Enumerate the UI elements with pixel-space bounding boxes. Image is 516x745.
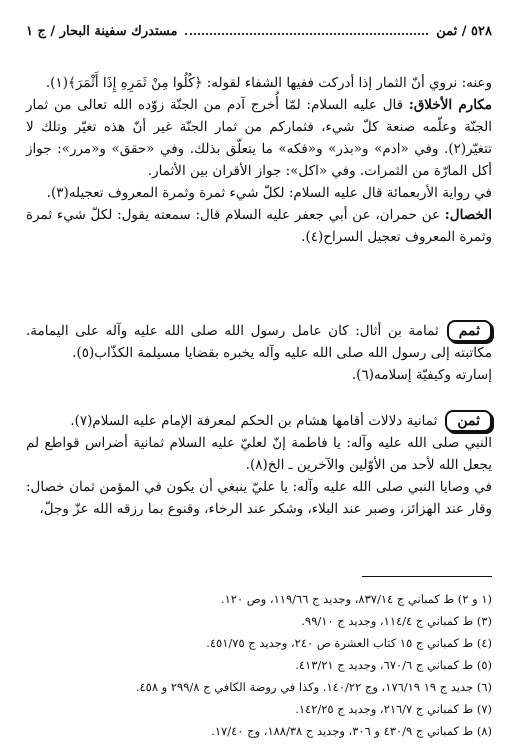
footnote-6: (٧) ط كمباني ج ٢١٦/٧، وجديد ج ١٤٢/٢٥. xyxy=(295,702,492,716)
section-thaman-line2: النبي صلى الله عليه وآله: يا فاطمة إنّ لعليّ عليه السلام ثمانية أضراس قواطع لم يجعل الله لأحد من الأوّلين والآخرين ـ الخ(٨). xyxy=(26,435,492,473)
section-thamm-entry xyxy=(26,320,492,364)
paragraph-2-text: قال عليه السلام: لمّا أُخرج آدم من الجنّة زوّده الله تعالى من ثمار الجنّة وعلّمه صنعة كلّ شيء، فثمارکم من ثمار الجنّة غير أنّ هذه تغيّر وتلك لا تتغيّر(٢). وفي «ادم» و«بذر» و«فكه» ما يتعلّق بذلك. وفي «حقق» و«مرر»: جواز أكل المارّة من الثمرات. وفي «اكل»: جواز الأقران بين الأثمار. xyxy=(26,97,492,179)
book-title: مستدرك سفينة البحار / ج ١ xyxy=(26,23,178,39)
section-thamm-text: ثمامة بن أثال: كان عامل رسول الله صلى الله عليه وآله على اليمامة. مكاتبته إلى رسول الله صلى الله عليه وآله يخبره بقضايا مسيلمة الكذّاب(٥). xyxy=(26,323,492,361)
page-header xyxy=(26,20,492,42)
section-thaman xyxy=(26,410,492,520)
footnote-2: (٣) ط كمباني ج ١١٤/٤، وجديد ج ٩٩/١٠. xyxy=(301,614,492,628)
paragraph-1: وعنه: نروي أنّ الثمار إذا أدركت ففيها الشفاء لقوله: ﴿كُلُوا مِنْ ثَمَرِهِ إِذَا أَثْمَرَ﴾(١). xyxy=(45,75,492,91)
footnote-separator xyxy=(362,576,492,577)
paragraph-4-text: عن حمران، عن أبي جعفر عليه السلام قال: سمعته يقول: لكلّ شيء ثمرة وثمرة المعروف تعجيل السراح(٤). xyxy=(26,207,492,245)
section-thaman-line3: في وصايا النبي صلى الله عليه وآله: يا عليّ ينبغي أن يكون في المؤمن ثمان خصال: وقار عند الهزائز، وصبر عند البلاء، وشكر عند الرخاء، وقنوع بما رزقه الله عزّ وجلّ، xyxy=(26,479,492,517)
section-thamm-label: ثمم xyxy=(447,320,492,342)
footnote-4: (٥) ط كمباني ج ٦٧٠/٦، وجديد ج ٤١٣/٢١. xyxy=(295,658,492,672)
section-thaman-label: ثمن xyxy=(445,410,492,432)
paragraph-2 xyxy=(26,94,492,182)
section-thamm xyxy=(26,320,492,386)
section-thaman-text: ثمانية دلالات أقامها هشام بن الحكم لمعرفة الإمام عليه السلام(٧). xyxy=(70,413,438,429)
footnote-1: (١ و ٢) ط كمباني ج ٨٣٧/١٤، وجديد ج ١١٩/٦٦، وص ١٢٠. xyxy=(220,592,492,606)
footnote-3: (٤) ط كمباني ج ١٥ كتاب العشرة ص ٢٤٠، وجديد ج ٤٥١/٧٥. xyxy=(206,636,492,650)
paragraph-2-lead: مكارم الأخلاق: xyxy=(408,97,492,113)
book-page xyxy=(26,20,492,738)
section-thaman-entry xyxy=(26,410,492,432)
footnote-7: (٨) ط كمباني ج ٤٣٠/٩ و ٣٠٦، وجديد ج ١٨٨/٣٨، وج ١٧/٤٠. xyxy=(211,724,492,738)
main-text xyxy=(26,72,492,248)
page-number: ٥٢٨ / ثمن xyxy=(436,23,492,39)
footnotes xyxy=(26,588,492,742)
footnote-5: (٦) جديد ج ١٩ ١٧٦/١٩، وج ١٤٠/٢٢. وكذا في روضة الكافي ج ٢٩٩/٨ و ٤٥٨. xyxy=(135,680,492,694)
paragraph-3: في رواية الأربعمائة قال عليه السلام: لكلّ شيء ثمرة وثمرة المعروف تعجيله(٣). xyxy=(46,185,492,201)
paragraph-4-lead: الخصال: xyxy=(444,207,492,223)
section-thamm-line2: إسارته وكيفيّة إسلامه(٦). xyxy=(351,367,492,383)
paragraph-4 xyxy=(26,204,492,248)
header-dotted-leader xyxy=(185,27,428,35)
